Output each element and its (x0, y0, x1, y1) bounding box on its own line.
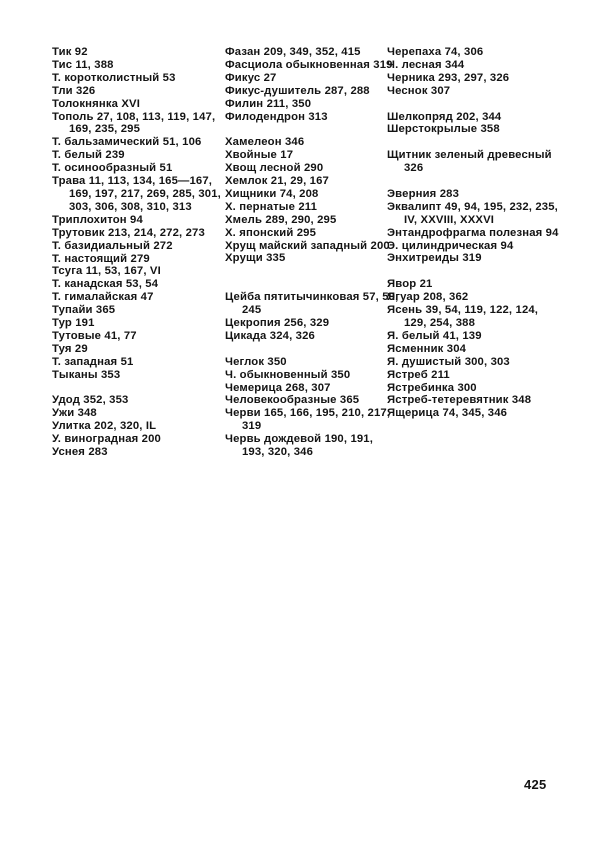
index-entry (387, 149, 587, 175)
index-entry-line: Э. цилиндрическая 94 (387, 239, 514, 252)
index-entry (225, 111, 390, 124)
index-entry (387, 394, 587, 407)
index-entry-line: Хрущ майский западный 200 (225, 239, 390, 252)
index-entry-line: Щитник зеленый древесный (387, 149, 552, 162)
index-entry-continuation-line: 326 (404, 162, 424, 175)
index-entry (225, 98, 390, 111)
index-entry-line: Тупайи 365 (52, 304, 116, 317)
index-entry (52, 433, 227, 446)
index-entry-line: У. виноградная 200 (52, 433, 161, 446)
index-entry-line: Хвощ лесной 290 (225, 162, 324, 175)
index-entry (52, 149, 227, 162)
index-entry (387, 188, 587, 201)
index-entry (225, 46, 390, 59)
index-entry-line: Т. осинообразный 51 (52, 162, 173, 175)
index-entry-line: Тис 11, 388 (52, 58, 114, 71)
index-entry (52, 278, 227, 291)
index-entry-line: Хрущи 335 (225, 252, 286, 265)
index-entry-line: Энтандрофрагма полезная 94 (387, 226, 559, 239)
index-entry (387, 72, 587, 85)
index-entry (52, 265, 227, 278)
group-gap (387, 136, 587, 149)
index-entry-line: Человекообразные 365 (225, 394, 360, 407)
index-entry (387, 382, 587, 395)
group-gap (52, 382, 227, 395)
index-entry-line: Т. настоящий 279 (52, 252, 150, 265)
group-gap (225, 265, 390, 291)
index-entry (225, 240, 390, 253)
index-entry (52, 446, 227, 459)
index-entry (52, 394, 227, 407)
index-entry-line: Ястребинка 300 (387, 381, 477, 394)
index-entry (52, 343, 227, 356)
group-gap (387, 98, 587, 111)
index-entry-line: Т. белый 239 (52, 149, 125, 162)
index-entry-line: Т. бальзамический 51, 106 (52, 136, 202, 149)
index-entry (225, 382, 390, 395)
index-entry (225, 162, 390, 175)
index-entry-continuation-line: IV, XXVIII, XXXVI (404, 213, 495, 226)
index-entry (225, 214, 390, 227)
index-entry (387, 59, 587, 72)
index-entry (52, 291, 227, 304)
index-entry-line: Хвойные 17 (225, 149, 294, 162)
index-entry-line: Х. пернатые 211 (225, 200, 318, 213)
index-entry (387, 369, 587, 382)
index-entry-line: Тур 191 (52, 317, 95, 330)
index-entry-line: Я. белый 41, 139 (387, 329, 482, 342)
index-entry (52, 136, 227, 149)
index-entry-line: Черника 293, 297, 326 (387, 71, 510, 84)
index-entry (225, 356, 390, 369)
index-entry (387, 278, 587, 291)
index-entry-line: Шерстокрылые 358 (387, 123, 500, 136)
index-entry (387, 356, 587, 369)
index-entry (52, 85, 227, 98)
index-entry-line: Хамелеон 346 (225, 136, 305, 149)
index-entry-line: Фасциола обыкновенная 319 (225, 58, 393, 71)
index-entry-line: Туя 29 (52, 342, 88, 355)
index-entry (387, 240, 587, 253)
index-column-3 (387, 46, 587, 420)
index-entry-line: Т. коротколистный 53 (52, 71, 176, 84)
index-entry-line: Улитка 202, 320, IL (52, 420, 157, 433)
index-entry (52, 214, 227, 227)
index-entry-line: Х. японский 295 (225, 226, 317, 239)
index-entry-line: Ч. лесная 344 (387, 58, 465, 71)
index-entry-continuation-line: 245 (242, 304, 262, 317)
index-entry (225, 201, 390, 214)
index-entry-line: Чеснок 307 (387, 84, 451, 97)
index-entry (225, 58, 393, 72)
index-entry (52, 420, 227, 433)
index-entry-line: Ясменник 304 (387, 342, 467, 355)
index-entry (225, 85, 390, 98)
index-entry-line: Энхитреиды 319 (387, 252, 482, 265)
index-entry-line: Ч. обыкновенный 350 (225, 368, 351, 381)
index-entry (387, 227, 587, 240)
index-entry-line: Ясень 39, 54, 119, 122, 124, (387, 304, 539, 317)
index-entry-line: Фикус 27 (225, 71, 277, 84)
index-entry (52, 317, 227, 330)
index-entry (52, 175, 227, 214)
index-entry (387, 46, 587, 59)
index-entry-line: Хмель 289, 290, 295 (225, 213, 337, 226)
index-entry (52, 369, 227, 382)
index-entry (225, 291, 399, 317)
index-entry-line: Филин 211, 350 (225, 97, 312, 110)
index-entry-line: Тутовые 41, 77 (52, 329, 137, 342)
index-entry (387, 343, 587, 356)
index-entry (52, 304, 227, 317)
index-entry-line: Хемлок 21, 29, 167 (225, 175, 329, 188)
index-entry-line: Тополь 27, 108, 113, 119, 147, (52, 110, 216, 123)
index-entry (225, 188, 390, 201)
index-entry-line: Явор 21 (387, 278, 433, 291)
index-entry (225, 317, 390, 330)
index-entry-line: Уснея 283 (52, 446, 108, 459)
index-entry-line: Удод 352, 353 (52, 394, 129, 407)
index-entry (387, 291, 587, 304)
index-entry-line: Черви 165, 166, 195, 210, 217, (225, 407, 391, 420)
index-entry-continuation-line: 129, 254, 388 (404, 316, 476, 329)
index-entry (225, 72, 390, 85)
index-entry-line: Ужи 348 (52, 407, 97, 420)
index-entry-continuation-line: 319 (242, 420, 262, 433)
index-entry-line: Тсуга 11, 53, 167, VI (52, 265, 161, 278)
index-entry-line: Т. канадская 53, 54 (52, 278, 159, 291)
index-entry-line: Эквалипт 49, 94, 195, 232, 235, (387, 200, 558, 213)
index-entry-line: Чеглок 350 (225, 355, 287, 368)
index-entry-line: Ящерица 74, 345, 346 (387, 407, 508, 420)
index-entry-line: Я. душистый 300, 303 (387, 355, 510, 368)
index-entry-line: Цейба пятитычинковая 57, 59, (225, 291, 399, 304)
index-entry-line: Т. базидиальный 272 (52, 239, 173, 252)
index-entry-line: Черепаха 74, 306 (387, 46, 484, 58)
index-entry (52, 98, 227, 111)
index-entry (387, 123, 587, 136)
index-entry-line: Фазан 209, 349, 352, 415 (225, 46, 361, 58)
index-entry-line: Тик 92 (52, 46, 88, 58)
index-entry (52, 72, 227, 85)
index-entry (52, 356, 227, 369)
index-entry (225, 136, 390, 149)
index-entry-line: Цикада 324, 326 (225, 329, 315, 342)
index-entry (52, 46, 227, 59)
index-entry (52, 253, 227, 266)
index-entry (387, 304, 587, 330)
index-entry (225, 330, 390, 343)
index-entry (52, 111, 227, 137)
index-entry (387, 407, 587, 420)
index-entry-line: Филодендрон 313 (225, 110, 328, 123)
index-entry-continuation-line: 169, 197, 217, 269, 285, 301, (69, 187, 221, 200)
index-entry-line: Ястреб 211 (387, 368, 450, 381)
index-entry-line: Тли 326 (52, 84, 96, 97)
index-entry (225, 369, 390, 382)
index-entry-line: Т. западная 51 (52, 355, 134, 368)
group-gap (387, 265, 587, 278)
index-entry (387, 201, 587, 227)
index-entry-line: Т. гималайская 47 (52, 291, 154, 304)
index-entry (225, 149, 390, 162)
index-entry-line: Хищники 74, 208 (225, 187, 319, 200)
index-entry (52, 407, 227, 420)
group-gap (225, 123, 390, 136)
index-entry (52, 227, 227, 240)
index-entry-line: Трутовик 213, 214, 272, 273 (52, 226, 205, 239)
index-column-1 (52, 46, 227, 459)
index-entry (52, 240, 227, 253)
index-entry-line: Трава 11, 113, 134, 165—167, (52, 175, 213, 188)
index-entry-continuation-line: 303, 306, 308, 310, 313 (69, 200, 192, 213)
index-entry (52, 162, 227, 175)
index-entry (225, 252, 390, 265)
index-entry-line: Ягуар 208, 362 (387, 291, 469, 304)
index-entry-line: Эверния 283 (387, 187, 460, 200)
index-entry-line: Червь дождевой 190, 191, (225, 433, 374, 446)
index-entry (387, 252, 587, 265)
index-entry (387, 330, 587, 343)
index-entry-line: Тыканы 353 (52, 368, 121, 381)
index-entry (52, 59, 227, 72)
index-entry-line: Ястреб-тетеревятник 348 (387, 394, 532, 407)
index-entry (225, 407, 390, 433)
group-gap (225, 343, 390, 356)
index-entry (387, 111, 587, 124)
index-entry-line: Чемерица 268, 307 (225, 381, 331, 394)
index-entry-continuation-line: 169, 235, 295 (69, 123, 141, 136)
page-number: 425 (524, 777, 547, 792)
index-entry-line: Фикус-душитель 287, 288 (225, 84, 370, 97)
index-entry (52, 330, 227, 343)
index-entry-continuation-line: 193, 320, 346 (242, 446, 314, 459)
index-entry (387, 85, 587, 98)
index-entry (225, 175, 390, 188)
group-gap (387, 175, 587, 188)
index-entry-line: Триплохитон 94 (52, 213, 143, 226)
index-entry-line: Шелкопряд 202, 344 (387, 110, 502, 123)
index-entry (225, 394, 390, 407)
index-entry-line: Толокнянка XVI (52, 97, 141, 110)
index-column-2 (225, 46, 399, 459)
index-entry-line: Цекропия 256, 329 (225, 317, 330, 329)
index-entry (225, 227, 390, 240)
index-entry (225, 433, 390, 459)
